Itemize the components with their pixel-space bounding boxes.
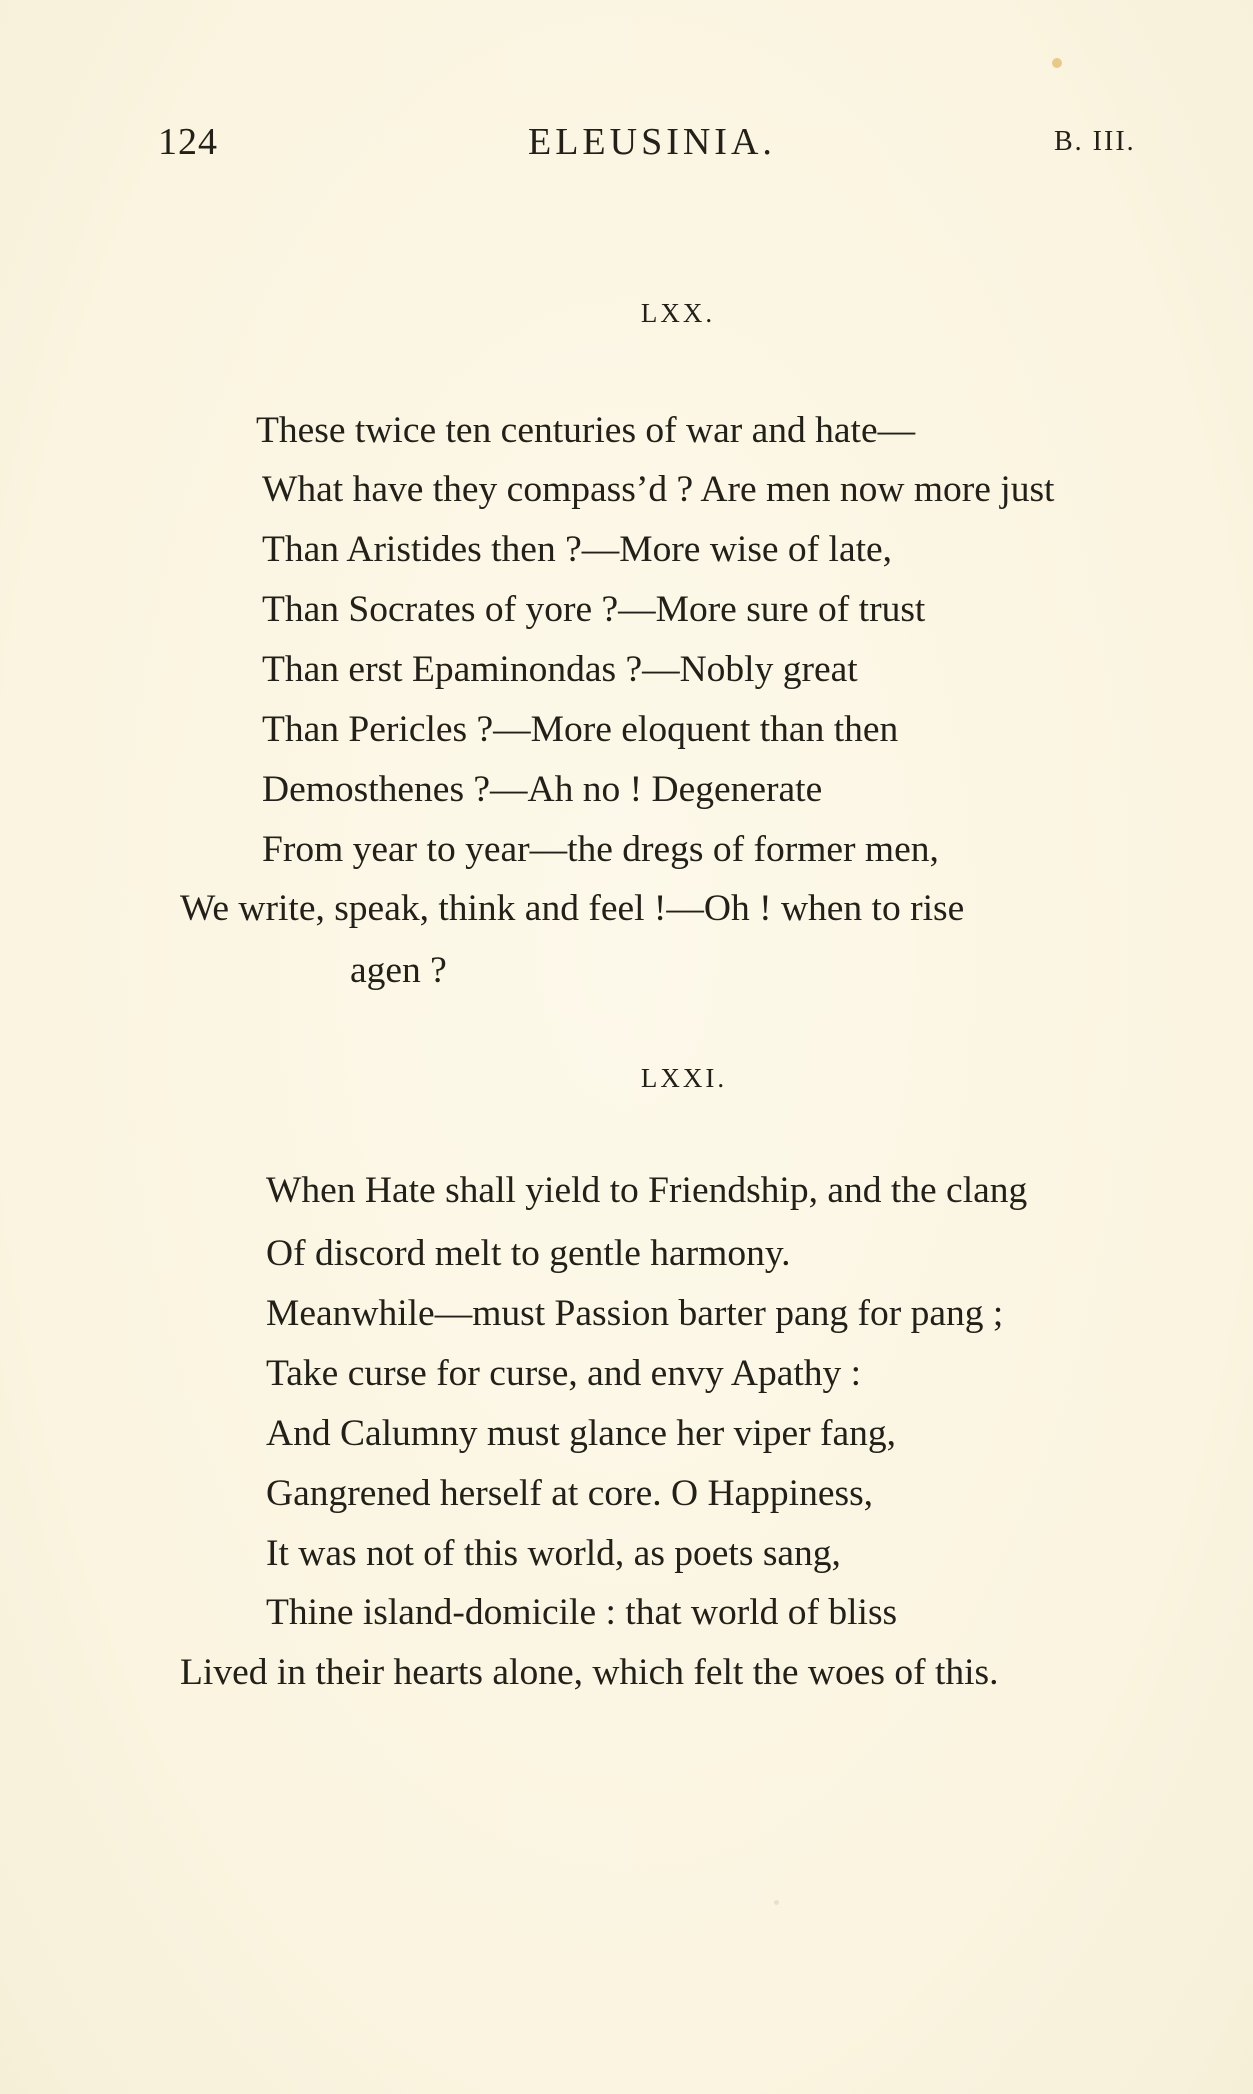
verse-line: Gangrened herself at core. O Happiness, (266, 1473, 874, 1514)
verse-line: When Hate shall yield to Friendship, and the clang (266, 1170, 1028, 1211)
verse-line: Demosthenes ?—Ah no ! Degenerate (262, 769, 823, 810)
verse-line: Than Socrates of yore ?—More sure of trust (262, 589, 926, 630)
paper-spot (1052, 58, 1062, 68)
verse-line: Meanwhile—must Passion barter pang for pang ; (266, 1293, 1004, 1334)
book-reference: B. III. (1054, 126, 1136, 157)
verse-line: Thine island-domicile : that world of bliss (266, 1592, 898, 1633)
verse-line: Than Aristides then ?—More wise of late, (262, 529, 893, 570)
stanza-number: LXXI. (640, 1063, 728, 1093)
verse-line: It was not of this world, as poets sang, (266, 1533, 841, 1574)
verse-line: Take curse for curse, and envy Apathy : (266, 1353, 862, 1394)
verse-line: Than Pericles ?—More eloquent than then (262, 709, 899, 750)
running-title: ELEUSINIA. (528, 121, 776, 163)
paper-spot (774, 1900, 779, 1905)
verse-line: And Calumny must glance her viper fang, (266, 1413, 897, 1454)
stanza-number: LXX. (640, 298, 716, 328)
verse-line: These twice ten centuries of war and hate— (256, 410, 916, 451)
verse-line: What have they compass’d ? Are men now more just (262, 469, 1055, 510)
verse-line: Lived in their hearts alone, which felt the woes of this. (180, 1652, 999, 1693)
page-number: 124 (158, 121, 218, 163)
verse-line: Of discord melt to gentle harmony. (266, 1233, 791, 1274)
running-header (0, 120, 1253, 170)
verse-line: Than erst Epaminondas ?—Nobly great (262, 649, 858, 690)
verse-line: From year to year—the dregs of former men, (262, 829, 939, 870)
verse-line: We write, speak, think and feel !—Oh ! when to rise (180, 888, 965, 929)
verse-line: agen ? (350, 950, 447, 991)
